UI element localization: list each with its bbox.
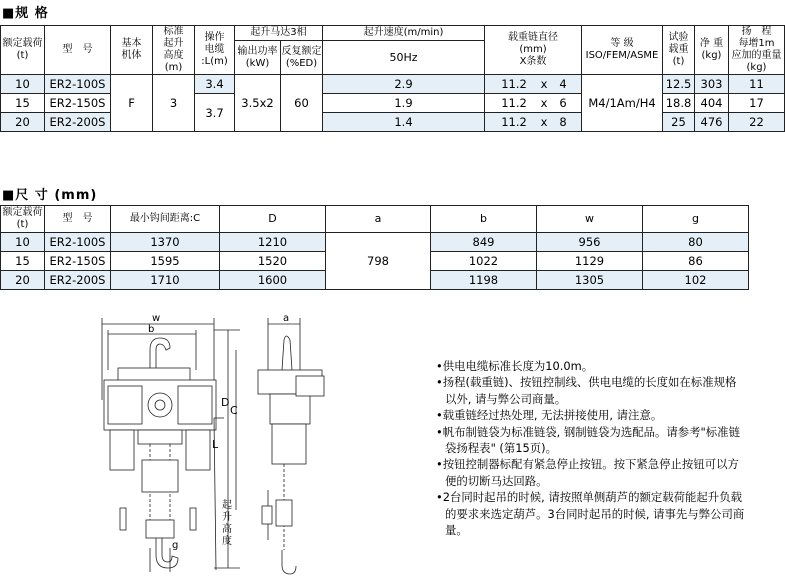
dim-c-label: C (230, 404, 238, 417)
cell-c: 1370 (111, 233, 220, 252)
hdr-net-weight: 净 重 (kg) (695, 26, 729, 75)
chain-x: x (540, 77, 548, 91)
cell-model: ER2-150S (45, 94, 111, 113)
hdr-chain: 载重链直径 (mm) X条数 (485, 26, 582, 75)
note-item: •扬程(载重链)、按钮控制线、供电电缆的长度如在标准规格以外, 请与弊公司商量。 (436, 375, 737, 406)
cell-model: ER2-200S (45, 113, 111, 132)
hdr-rated-load: 额定载荷 (t) (1, 26, 45, 75)
cell-weight: 404 (695, 94, 729, 113)
hdr-model: 型 号 (45, 206, 111, 233)
note-item: •按钮控制器标配有紧急停止按钮。按下紧急停止按钮可以方便的切断马达回路。 (436, 457, 739, 488)
table-row (1, 75, 785, 94)
hdr-w: w (537, 206, 643, 233)
cell-motor-power: 3.5x2 (235, 75, 281, 132)
cell-g: 102 (643, 271, 749, 290)
hdr-model: 型 号 (45, 26, 111, 75)
notes (436, 358, 746, 538)
cell-std-lift: 3 (153, 75, 195, 132)
hdr-a: a (326, 206, 431, 233)
lift-height-label: 起升高度 (222, 500, 232, 547)
chain-diameter: 11.2 (501, 115, 527, 129)
cell-w: 1129 (537, 252, 643, 271)
hdr-g: g (643, 206, 749, 233)
cell-test: 25 (663, 113, 695, 132)
hoist-drawing (0, 310, 430, 585)
cell-speed: 2.9 (323, 75, 485, 94)
cell-base-body: F (111, 75, 153, 132)
cell-chain (485, 75, 582, 94)
cell-weight: 303 (695, 75, 729, 94)
chain-count: 6 (559, 96, 567, 110)
hdr-speed-hz: 50Hz (323, 41, 485, 75)
hdr-cable: 操作 电缆 :L(m) (195, 26, 235, 75)
cell-c: 1595 (111, 252, 220, 271)
dim-w-label: w (152, 313, 161, 324)
cell-lift: 22 (729, 113, 785, 132)
cell-w: 956 (537, 233, 643, 252)
hdr-std-lift: 标准 起升 高度 (m) (153, 26, 195, 75)
chain-diameter: 11.2 (501, 96, 527, 110)
chain-x: x (540, 96, 548, 110)
cell-load: 10 (1, 75, 45, 94)
cell-speed: 1.9 (323, 94, 485, 113)
cell-load: 20 (1, 271, 45, 290)
cell-b: 1022 (431, 252, 537, 271)
cell-chain (485, 113, 582, 132)
chain-diameter: 11.2 (501, 77, 527, 91)
dim-g-label: g (172, 540, 179, 551)
cell-d: 1210 (220, 233, 326, 252)
hdr-lift-weight: 扬 程 每增1m 应加的重量 (kg) (729, 26, 785, 75)
cell-model: ER2-100S (45, 75, 111, 94)
cell-grade: M4/1Am/H4 (582, 75, 663, 132)
cell-d: 1520 (220, 252, 326, 271)
cell-model: ER2-200S (45, 271, 111, 290)
cell-lift: 11 (729, 75, 785, 94)
cell-load: 15 (1, 252, 45, 271)
hdr-motor: 起升马达3相 (235, 26, 323, 41)
cell-test: 18.8 (663, 94, 695, 113)
cell-d: 1600 (220, 271, 326, 290)
hdr-grade: 等 级 ISO/FEM/ASME (582, 26, 663, 75)
cell-b: 849 (431, 233, 537, 252)
table-row (1, 233, 749, 252)
cell-cable: 3.7 (195, 94, 235, 132)
hdr-d: D (220, 206, 326, 233)
dim-a-label: a (283, 313, 290, 324)
cell-load: 10 (1, 233, 45, 252)
hdr-b: b (431, 206, 537, 233)
chain-count: 8 (559, 115, 567, 129)
cell-chain (485, 94, 582, 113)
hdr-rated-load: 额定载荷 (t) (1, 206, 45, 233)
cell-motor-rating: 60 (281, 75, 323, 132)
chain-count: 4 (559, 77, 567, 91)
hdr-motor-rating: 反复额定 (%ED) (281, 41, 323, 75)
specs-table (0, 25, 785, 132)
cell-speed: 1.4 (323, 113, 485, 132)
hdr-test-load: 试验 载重 (t) (663, 26, 695, 75)
dim-l-label: L (212, 438, 219, 451)
cell-c: 1710 (111, 271, 220, 290)
specs-title: ■规 格 (2, 6, 49, 21)
note-item: •帆布制链袋为标准链袋, 钢制链袋为选配品。请参考"标准链袋扬程表" (第15页)。 (436, 424, 740, 456)
dims-table (0, 205, 749, 290)
hdr-base-body: 基本 机体 (111, 26, 153, 75)
cell-g: 86 (643, 252, 749, 271)
cell-model: ER2-100S (45, 233, 111, 252)
note-item: •2台同时起吊的时候, 请按照单侧葫芦的额定载荷能起升负载的要求来选定葫芦。3台同时起吊的时候, 请事先与弊公司商量。 (436, 490, 745, 538)
note-item: •载重链经过热处理, 无法拼接使用, 请注意。 (436, 408, 663, 423)
cell-a: 798 (326, 233, 431, 290)
cell-model: ER2-150S (45, 252, 111, 271)
cell-g: 80 (643, 233, 749, 252)
hdr-c: 最小钩间距离:C (111, 206, 220, 233)
hdr-motor-power: 输出功率 (kW) (235, 41, 281, 75)
cell-weight: 476 (695, 113, 729, 132)
cell-b: 1198 (431, 271, 537, 290)
dim-d-label: D (221, 396, 230, 409)
cell-lift: 17 (729, 94, 785, 113)
cell-load: 15 (1, 94, 45, 113)
chain-x: x (540, 115, 548, 129)
cell-load: 20 (1, 113, 45, 132)
cell-w: 1305 (537, 271, 643, 290)
dims-title: ■尺 寸 (mm) (2, 188, 98, 203)
hdr-speed: 起升速度(m/min) (323, 26, 485, 41)
cell-cable: 3.4 (195, 75, 235, 94)
note-item: •供电电缆标准长度为10.0m。 (436, 359, 594, 373)
dim-b-label: b (148, 324, 155, 335)
cell-test: 12.5 (663, 75, 695, 94)
